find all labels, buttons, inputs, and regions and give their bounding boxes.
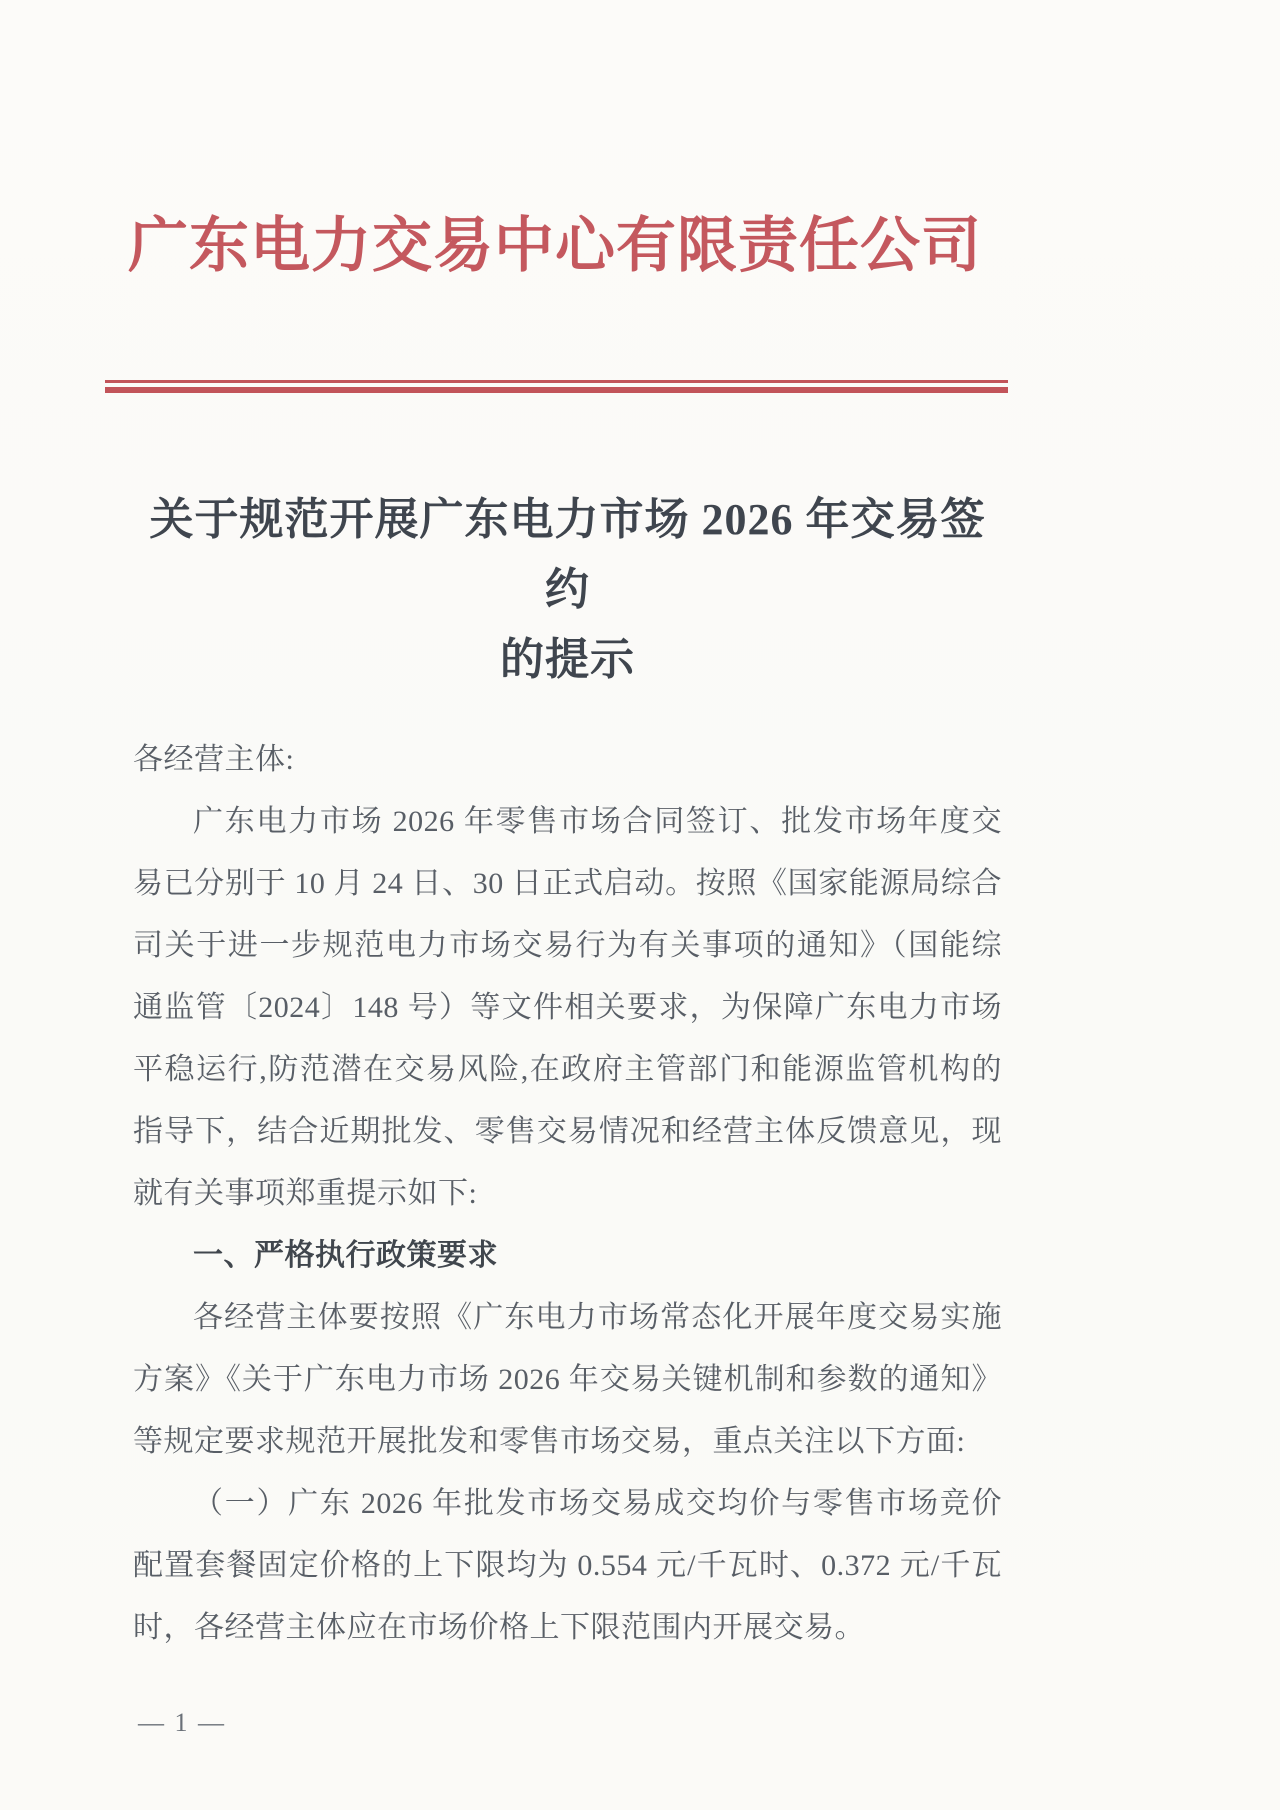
document-body [133,729,1002,1659]
document-title-line2: 的提示 [500,635,635,684]
paragraph-2: 各经营主体要按照《广东电力市场常态化开展年度交易实施方案》《关于广东电力市场 2026 年交易关键机制和参数的通知》等规定要求规范开展批发和零售市场交易，重点关注以下方面: [133,1301,1002,1458]
red-rule-thick-line [105,387,1008,393]
salutation: 各经营主体: [133,743,295,776]
page-number: — 1 — [138,1708,226,1737]
document-title-line1: 关于规范开展广东电力市场 2026 年交易签约 [149,495,986,614]
document-title [133,485,1002,695]
paragraph-1: 广东电力市场 2026 年零售市场合同签订、批发市场年度交易已分别于 10 月 24 日、30 日正式启动。按照《国家能源局综合司关于进一步规范电力市场交易行为有关事项的通知》（国能综通监管〔2024〕148 号）等文件相关要求，为保障广东电力市场平稳运行,防范潜在交易风险,在政府主管部门和能源监管机构的指导下，结合近期批发、零售交易情况和经营主体反馈意见，现就有关事项郑重提示如下: [133,805,1002,1210]
letterhead-org-name: 广东电力交易中心有限责任公司 [128,213,982,279]
red-double-rule [105,380,1008,393]
section-1-heading: 一、严格执行政策要求 [193,1239,498,1272]
paragraph-3: （一）广东 2026 年批发市场交易成交均价与零售市场竞价配置套餐固定价格的上下限均为 0.554 元/千瓦时、0.372 元/千瓦时，各经营主体应在市场价格上下限范围内开展交易。 [133,1487,1002,1644]
